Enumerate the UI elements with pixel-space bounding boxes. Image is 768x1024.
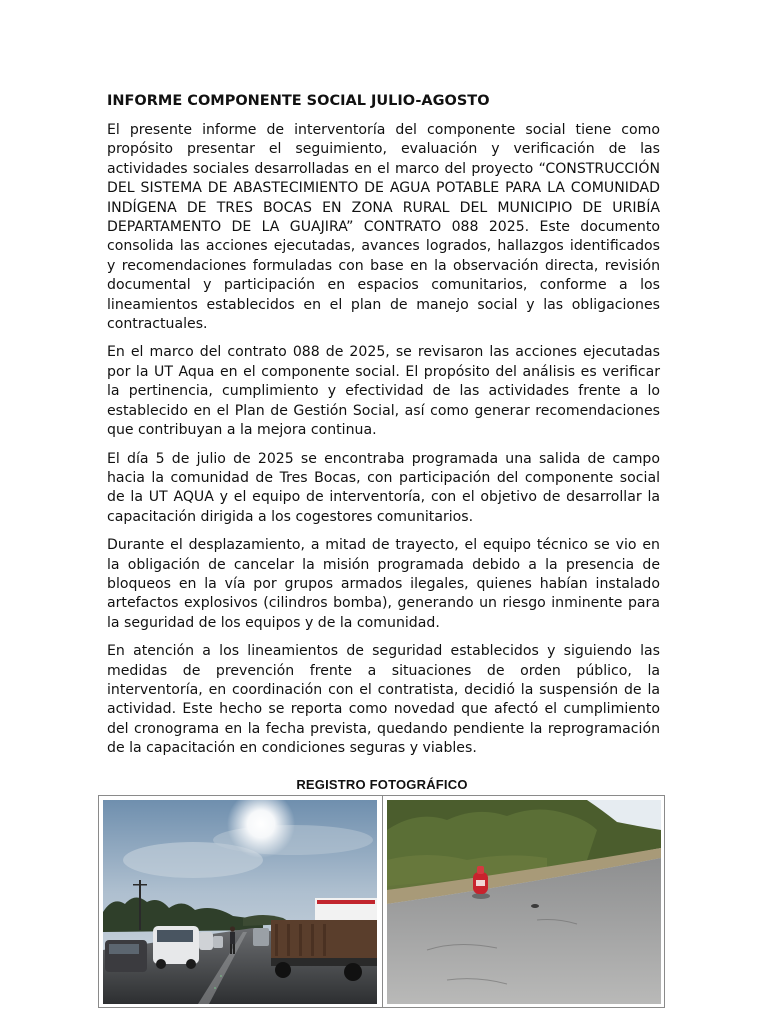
paragraph-contract-review: En el marco del contrato 088 de 2025, se revisaron las acciones ejecutadas por la UT Aqua en el componente social. El propósito del análisis es verificar la pertinencia, cumplimiento y efectividad de las actividades frente a lo establecido en el Plan de Gestión Social, así como generar recomendaciones que contribuyan a la mejora continua. (107, 344, 660, 439)
photo-explosive-cylinder (387, 800, 661, 1004)
photo-divider (382, 796, 383, 1007)
paragraph-intro: El presente informe de interventoría del componente social tiene como propósito presentar el seguimiento, evaluación y verificación de las actividades sociales desarrolladas en el marco del proyecto “CONSTRUCCIÓN DEL SISTEMA DE ABASTECIMIENTO DE AGUA POTABLE PARA LA COMUNIDAD INDÍGENA DE TRES BOCAS EN ZONA RURAL DEL MUNICIPIO DE URIBÍA DEPARTAMENTO DE LA GUAJIRA” CONTRATO 088 2025. Este documento consolida las acciones ejecutadas, avances logrados, hallazgos identificados y recomendaciones formuladas con base en la observación directa, revisión documental y participación en espacios comunitarios, conforme a los lineamientos establecidos en el plan de manejo social y las obligaciones contractuales. (107, 122, 660, 333)
paragraph-mission-cancelled: Durante el desplazamiento, a mitad de trayecto, el equipo técnico se vio en la obligación de cancelar la misión programada debido a la presencia de bloqueos en la vía por grupos armados ilegales, quienes habían instalado artefactos explosivos (cilindros bomba), generando un riesgo inminente para la seguridad de los equipos y de la comunidad. (107, 537, 660, 631)
photo-record-table (98, 795, 665, 1008)
report-body (107, 92, 660, 768)
photo-road-blockade (103, 800, 377, 1004)
report-title: INFORME COMPONENTE SOCIAL JULIO-AGOSTO (107, 93, 490, 109)
paragraph-field-visit: El día 5 de julio de 2025 se encontraba programada una salida de campo hacia la comunidad de Tres Bocas, con participación del componente social de la UT AQUA y el equipo de interventoría, con el objetivo de desarrollar la capacitación dirigida a los cogestores comunitarios. (107, 450, 660, 525)
paragraph-suspension: En atención a los lineamientos de seguridad establecidos y siguiendo las medidas de prevención frente a situaciones de orden público, la interventoría, en coordinación con el contratista, decidió la suspensión de la actividad. Este hecho se reporta como novedad que afectó el cumplimiento del cronograma en la fecha prevista, quedando pendiente la reprogramación de la capacitación en condiciones seguras y viables. (107, 643, 660, 757)
photo-section-title: REGISTRO FOTOGRÁFICO (296, 777, 468, 792)
